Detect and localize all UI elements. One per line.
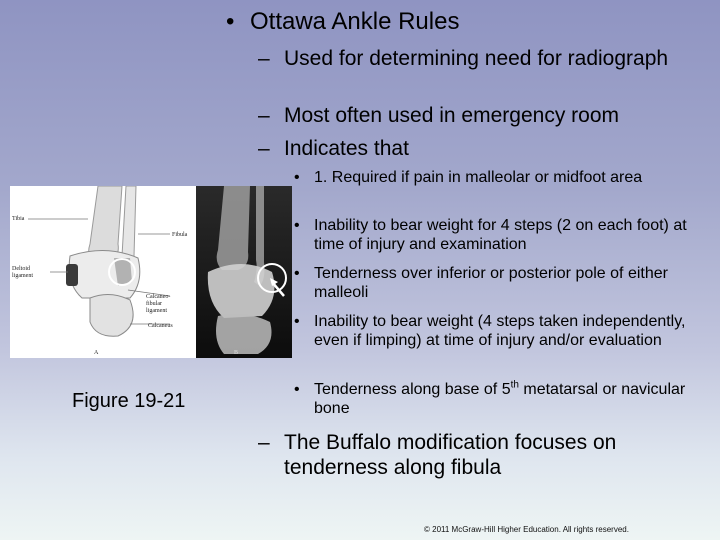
bullet-text: Most often used in emergency room [284, 104, 619, 127]
superscript-th: th [510, 379, 519, 391]
dot-marker: • [294, 169, 300, 186]
dash-marker: – [258, 431, 270, 454]
bullet-text: Used for determining need for radiograph [284, 47, 669, 70]
sub-bullet-text [314, 380, 718, 418]
dot-marker: • [294, 217, 300, 234]
bullet-point [258, 103, 708, 128]
dot-marker: • [294, 265, 300, 282]
label-tibia: Tibia [12, 216, 25, 222]
copyright-notice: © 2011 McGraw-Hill Higher Education. All rights reserved. [424, 525, 629, 534]
bullet-point [258, 136, 708, 161]
ankle-figure [10, 186, 292, 358]
sub-bullet [294, 216, 718, 254]
sub-bullet [294, 380, 718, 418]
panel-b-xray [196, 186, 292, 358]
bullet-point [258, 430, 708, 480]
sub-bullet-text: Tenderness over inferior or posterior pole of either malleoli [314, 265, 668, 301]
ankle-illustration [10, 186, 292, 358]
bullet-point [258, 46, 708, 71]
title-text: Ottawa Ankle Rules [250, 8, 460, 35]
bullet-text: The Buffalo modification focuses on tenderness along fibula [284, 431, 617, 479]
panel-a-drawing [10, 186, 194, 358]
slide-title [226, 8, 459, 36]
bullet-text: Indicates that [284, 137, 409, 160]
dot-marker: • [294, 313, 300, 330]
sub-bullet-text-part: Tenderness along base of 5 [314, 381, 511, 398]
sub-bullet-text: Inability to bear weight (4 steps taken independently, even if limping) at time of injury and/or evaluation [314, 313, 686, 349]
label-fibula: Fibula [172, 232, 188, 238]
label-deltoid-ligament: Deltoid ligament [12, 266, 33, 279]
sub-bullet [294, 168, 718, 187]
sub-bullet [294, 264, 718, 302]
dash-marker: – [258, 104, 270, 127]
dash-marker: – [258, 47, 270, 70]
figure-caption: Figure 19-21 [72, 390, 186, 412]
sub-bullet [294, 312, 718, 350]
label-panel-b: B [234, 350, 239, 356]
dot-marker: • [294, 381, 300, 398]
sub-bullet-text: Inability to bear weight for 4 steps (2 on each foot) at time of injury and examination [314, 217, 687, 253]
label-panel-a: A [94, 350, 99, 356]
sub-bullet-text: 1. Required if pain in malleolar or midfoot area [314, 169, 643, 186]
dash-marker: – [258, 137, 270, 160]
title-bullet: • [226, 8, 235, 35]
label-calcaneofibular-ligament: Calcaneo-fibular ligament [146, 294, 171, 314]
sub-bullet-text-part: metatarsal or navicular bone [314, 381, 686, 417]
label-calcaneus: Calcaneus [148, 323, 173, 329]
